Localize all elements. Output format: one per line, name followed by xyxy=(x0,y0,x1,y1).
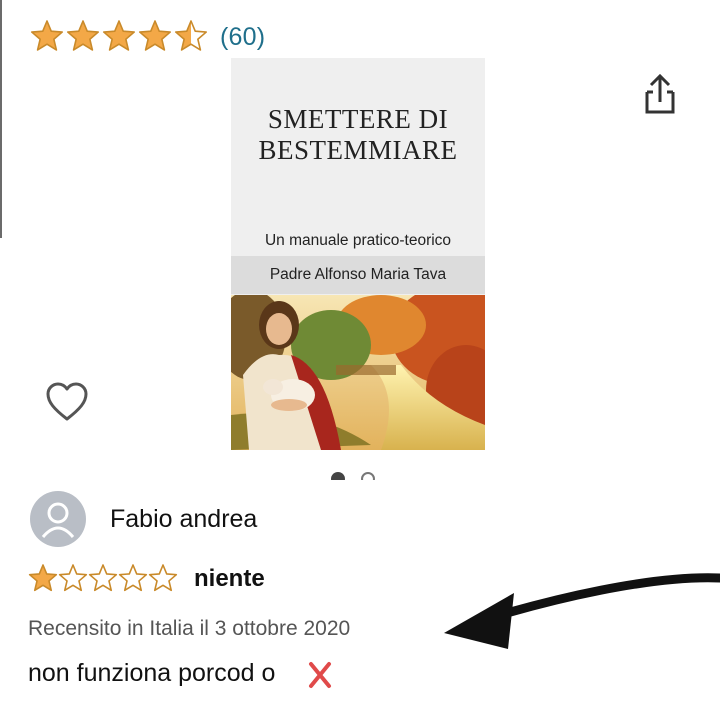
share-icon[interactable] xyxy=(640,72,680,116)
review-star-2 xyxy=(60,565,87,590)
review-star-rating-icon xyxy=(28,564,180,594)
review-date: Recensito in Italia il 3 ottobre 2020 xyxy=(28,617,351,640)
left-edge-divider xyxy=(0,0,2,238)
arrow-annotation xyxy=(430,560,720,660)
book-subtitle: Un manuale pratico-teorico xyxy=(264,232,452,249)
review-star-3 xyxy=(90,565,117,590)
review-star-1 xyxy=(30,565,57,590)
review-star-4 xyxy=(120,565,147,590)
product-star-1 xyxy=(32,21,62,50)
product-rating[interactable] xyxy=(30,14,265,60)
review-headline: niente xyxy=(194,565,265,592)
product-star-3 xyxy=(104,21,134,50)
avatar-icon xyxy=(30,491,86,547)
review-body: non funziona porcod o xyxy=(28,659,276,687)
reviewer-name[interactable]: Fabio andrea xyxy=(110,505,258,533)
review-rating-row xyxy=(28,563,265,595)
review-star-5 xyxy=(150,565,177,590)
book-cover-image[interactable] xyxy=(231,58,485,450)
book-title: SMETTERE DI BESTEMMIARE xyxy=(258,104,458,165)
dots-crop xyxy=(300,480,420,500)
book-author: Padre Alfonso Maria Tava xyxy=(231,256,485,294)
cover-painting xyxy=(231,295,485,450)
product-star-2 xyxy=(68,21,98,50)
product-star-4 xyxy=(140,21,170,50)
heart-icon[interactable] xyxy=(44,380,90,424)
censor-scribble-icon xyxy=(307,660,333,690)
rating-count-link[interactable]: (60) xyxy=(220,22,266,51)
product-star-rating-icon xyxy=(30,20,212,54)
product-stars xyxy=(30,20,212,54)
product-star-5 xyxy=(176,21,206,50)
